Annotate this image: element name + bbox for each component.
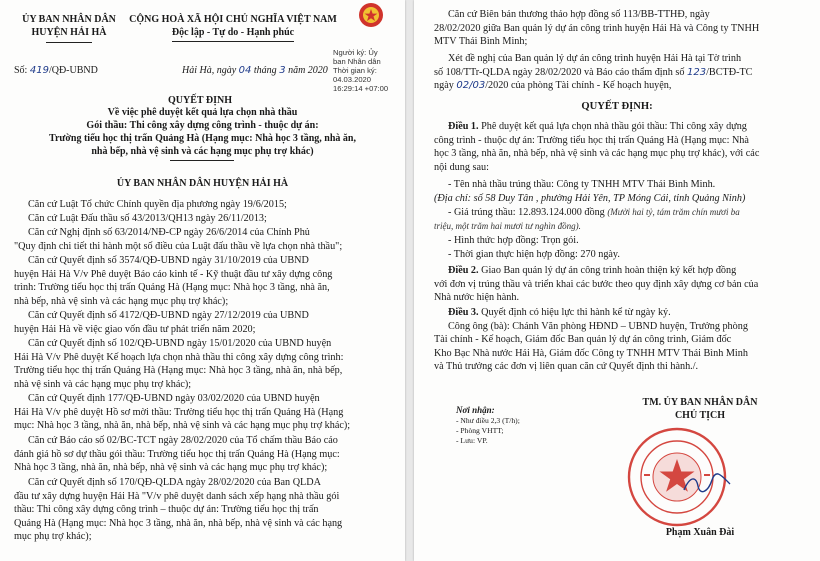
basis-line: trình: Trường tiểu học thị trấn Quảng Hà (Hạng mục: Nhà học 3 tầng, nhà ăn, [14, 282, 330, 294]
recipient-item: - Như điều 2,3 (T/h); [456, 416, 520, 425]
date-day: 04 [238, 65, 252, 76]
national-motto: Độc lập - Tự do - Hạnh phúc [171, 27, 295, 38]
address-prefix: (Địa chỉ: số [434, 193, 486, 204]
basis-line: Căn cứ Quyết định 177/QĐ-UBND ngày 03/02/2020 của UBND huyện [28, 393, 320, 404]
article-line: Chánh Văn phòng HĐND – UBND huyện, Trưởng phòng [512, 320, 748, 332]
article-line: nội dung sau: [434, 161, 489, 173]
proposal-paragraph [434, 52, 752, 93]
article-3-label: Điều 3. [448, 307, 479, 318]
date-year: năm 2020 [288, 65, 328, 76]
basis-line: Căn cứ Quyết định số 170/QĐ-QLDA ngày 28/02/2020 của Ban QLDA [28, 477, 321, 488]
doc-type: QUYẾT ĐỊNH [168, 95, 232, 106]
issuing-authority: ỦY BAN NHÂN DÂN HUYỆN HẢI HÀ [116, 178, 289, 189]
winner-address [434, 192, 745, 206]
recipient-item: - Phòng VHTT; [456, 426, 504, 435]
basis-line: huyện Hải Hà về việc giao vốn đầu tư phát triển năm 2020; [14, 323, 256, 335]
basis-line: Căn cứ Biên bản thương thảo hợp đồng số 113/BB-TTHĐ, ngày [448, 9, 710, 20]
address-text: 58 Duy Tân , phường Hải Yên, TP Móng Cái, tỉnh Quảng Ninh [485, 193, 742, 204]
number-suffix: /QĐ-UBND [48, 65, 98, 76]
left-page [0, 0, 405, 561]
winner-line: - Tên nhà thầu trúng thầu: Công ty TNHH MTV Thái Bình Minh. [448, 179, 716, 190]
signer-line: ban Nhân dân [333, 57, 381, 66]
winning-price [448, 206, 740, 220]
price-label: - Giá trúng thầu: 12.893.124.000 đồng [448, 207, 605, 218]
price-in-words: (Mười hai tỷ, tám trăm chín mươi ba [607, 207, 740, 217]
right-page [414, 0, 820, 561]
basis-line: Hải Hà V/v Phê duyệt Kế hoạch lựa chọn nhà thầu thi công xây dựng công trình: [14, 351, 344, 363]
basis-paragraph [14, 434, 340, 475]
signer-name: Phạm Xuân Đài [665, 527, 735, 538]
basis-paragraph [14, 226, 342, 253]
basis-line: "Quy định chi tiết thi hành một số điều của Luật đấu thầu về lựa chọn nhà thầu"; [14, 240, 343, 252]
subject-line: Về việc phê duyệt kết quả lựa chọn nhà thầu [107, 107, 298, 118]
digital-signature-badge [330, 2, 390, 93]
proposal-text: số 108/TTr-QLDA ngày 28/02/2020 và Báo cáo thẩm định số [434, 66, 685, 78]
proposal-text: /2020 của phòng Tài chính - Kế hoạch huyện, [485, 80, 672, 92]
date-month: 3 [279, 65, 286, 76]
basis-line: đầu tư xây dựng huyện Hải Hà "V/v phê duyệt danh sách xếp hạng nhà thầu gói [14, 490, 340, 502]
basis-line: mục: Nhà học 3 tầng, nhà ăn, nhà bếp, nhà vệ sinh và các hạng mục phụ trợ khác); [14, 420, 351, 432]
article-line: học 3 tầng, nhà ăn, nhà bếp, nhà vệ sinh và các hạng mục phụ trợ khác), với các [434, 148, 760, 160]
basis-line: thầu: Thi công xây dựng công trình – thuộc dự án: Trường tiểu học thị trấn [14, 504, 319, 516]
basis-line: 28/02/2020 giữa Ban quản lý dự án công trình huyện Hải Hà và Công ty TNHH [434, 22, 760, 34]
basis-line: Hải Hà V/v phê duyệt Hồ sơ mời thầu: Trường tiểu học thị trấn Quảng Hà (Hạng [14, 406, 344, 418]
signature-authority: TM. ỦY BAN NHÂN DÂN [642, 397, 758, 408]
basis-paragraph [14, 254, 332, 308]
subject-underline [170, 160, 234, 161]
article-1-label: Điều 1. [448, 121, 479, 132]
basis-line: đánh giá hồ sơ dự thầu gói thầu: Trường tiểu học thị trấn Quảng Hà (Hạng mục: [14, 448, 340, 460]
signer-line: Thời gian ký: [333, 66, 377, 75]
article-line: Tài chính - Kế hoạch, Giám đốc Ban quản lý dự án công trình, Giám đốc [434, 334, 732, 346]
date-prefix: Hải Hà, ngày [182, 65, 237, 76]
article-line: Giao Ban quản lý dự án công trình hoàn thiện ký kết hợp đồng [478, 265, 737, 276]
number-handwritten: 419 [29, 65, 49, 76]
handwritten-signature-icon [682, 472, 732, 494]
recipient-item: - Lưu: VP. [456, 436, 488, 445]
basis-line: nhà bếp, nhà vệ sinh và các hạng mục phụ trợ khác); [14, 295, 229, 307]
basis-line: MTV Thái Bình Minh; [434, 36, 528, 48]
number-prefix: Số: [14, 65, 28, 76]
article-line: với đơn vị trúng thầu và triển khai các bước theo quy định xây dựng cơ bản của [434, 278, 759, 290]
address-suffix: ) [741, 193, 746, 204]
signature-title [610, 396, 790, 422]
basis-line: Căn cứ Quyết định số 102/QĐ-UBND ngày 15/01/2020 của UBND huyện [28, 338, 332, 349]
agency-underline [46, 42, 92, 43]
basis-line: Căn cứ Nghị định số 63/2014/NĐ-CP ngày 26/6/2014 của Chính Phủ [28, 227, 310, 238]
basis-paragraph [14, 309, 309, 336]
basis-paragraph [14, 392, 350, 433]
national-title: CỘNG HOÀ XÃ HỘI CHỦ NGHĨA VIỆT NAM [129, 14, 337, 25]
article-line: Kho Bạc Nhà nước Hải Hà, Giám đốc Công ty TNHH MTV Thái Bình Minh [434, 347, 748, 359]
decision-heading: QUYẾT ĐỊNH: [581, 101, 653, 112]
article-line: Nhà nước hiện hành. [434, 292, 520, 304]
article-line: và Thủ trưởng các đơn vị liên quan căn cứ Quyết định thi hành./. [434, 361, 699, 373]
basis-line: Căn cứ Luật Tổ chức Chính quyền địa phương ngày 19/6/2015; [28, 199, 287, 210]
article-line: Phê duyệt kết quả lựa chọn nhà thầu gói thầu: Thi công xây dựng [478, 121, 747, 132]
recipients-title: Nơi nhận: [456, 405, 495, 415]
contract-duration: - Thời gian thực hiện hợp đồng: 270 ngày. [448, 249, 620, 260]
article-1 [434, 120, 759, 174]
agency-line-1: ỦY BAN NHÂN DÂN [22, 14, 116, 25]
article-3 [434, 306, 748, 374]
proposal-text: /BCTĐ-TC [706, 66, 753, 78]
agency-line-2: HUYỆN HẢI HÀ [31, 27, 107, 38]
basis-line: Căn cứ Quyết định số 4172/QĐ-UBND ngày 27/12/2019 của UBND [28, 310, 309, 321]
appraisal-number-handwritten: 123 [686, 66, 707, 78]
article-2 [434, 264, 758, 305]
basis-paragraph [28, 212, 267, 226]
article-line: Công ông (bà): [448, 320, 513, 332]
price-in-words-cont: triệu, một trăm hai mươi tư nghìn đồng). [434, 221, 581, 231]
motto-underline [172, 41, 294, 42]
article-line: Quyết định có hiệu lực thi hành kể từ ngày ký. [478, 307, 671, 318]
article-2-label: Điều 2. [448, 265, 479, 276]
basis-line: nhà vệ sinh và các hạng mục phụ trợ khác); [14, 378, 192, 390]
document-date [182, 64, 328, 77]
proposal-text: ngày [434, 80, 454, 92]
subject-line: Gói thầu: Thi công xây dựng công trình - thuộc dự án: [86, 120, 319, 131]
basis-paragraph [14, 337, 343, 391]
basis-line: Trường tiểu học thị trấn Quảng Hà (Hạng mục: Nhà học 3 tầng, nhà ăn, nhà bếp, [14, 365, 343, 377]
proposal-line: Xét đề nghị của Ban quản lý dự án công trình huyện Hải Hà tại Tờ trình [448, 53, 742, 64]
signer-line: Người ký: Ủy [333, 48, 378, 57]
date-month-label: tháng [253, 65, 277, 76]
proposal-line [434, 79, 752, 93]
subject-line: Trường tiểu học thị trấn Quảng Hà (Hạng mục: Nhà học 3 tầng, nhà ăn, [49, 133, 356, 144]
contract-form: - Hình thức hợp đồng: Trọn gói. [448, 235, 579, 246]
basis-line: Nhà học 3 tầng, nhà ăn, nhà bếp, nhà vệ sinh và các hạng mục phụ trợ khác); [14, 462, 328, 474]
document-number [14, 64, 98, 77]
doc-subject [0, 106, 405, 158]
basis-paragraph [14, 476, 342, 544]
basis-line: Căn cứ Báo cáo số 02/BC-TCT ngày 28/02/2020 của Tổ chấm thầu Báo cáo [28, 435, 338, 446]
basis-paragraph [28, 198, 287, 212]
basis-paragraph [434, 8, 759, 49]
basis-line: Căn cứ Luật Đấu thầu số 43/2013/QH13 ngày 26/11/2013; [28, 213, 267, 224]
basis-line: mục phụ trợ khác); [14, 531, 92, 543]
emblem-icon [358, 2, 384, 28]
proposal-line [434, 66, 752, 80]
recipients-block [456, 405, 520, 446]
basis-line: Căn cứ Quyết định số 3574/QĐ-UBND ngày 31/10/2019 của UBND [28, 255, 309, 266]
subject-line: nhà bếp, nhà vệ sinh và các hạng mục phụ trợ khác) [91, 146, 314, 157]
article-line: công trình - thuộc dự án: Trường tiểu học thị trấn Quảng Hà (Hạng mục: Nhà [434, 134, 749, 146]
agency-name [14, 13, 124, 39]
basis-line: Quảng Hà (Hạng mục: Nhà học 3 tầng, nhà ăn, nhà bếp, nhà vệ sinh và các hạng [14, 517, 343, 529]
signer-line: 04.03.2020 [333, 75, 372, 84]
appraisal-date-handwritten: 02/03 [456, 80, 486, 92]
signer-line: 16:29:14 +07:00 [333, 84, 389, 93]
signature-info [333, 48, 388, 93]
signature-position: CHỦ TỊCH [674, 410, 726, 421]
basis-line: huyện Hải Hà V/v Phê duyệt Báo cáo kinh tế - Kỹ thuật đầu tư xây dựng công [14, 268, 333, 280]
